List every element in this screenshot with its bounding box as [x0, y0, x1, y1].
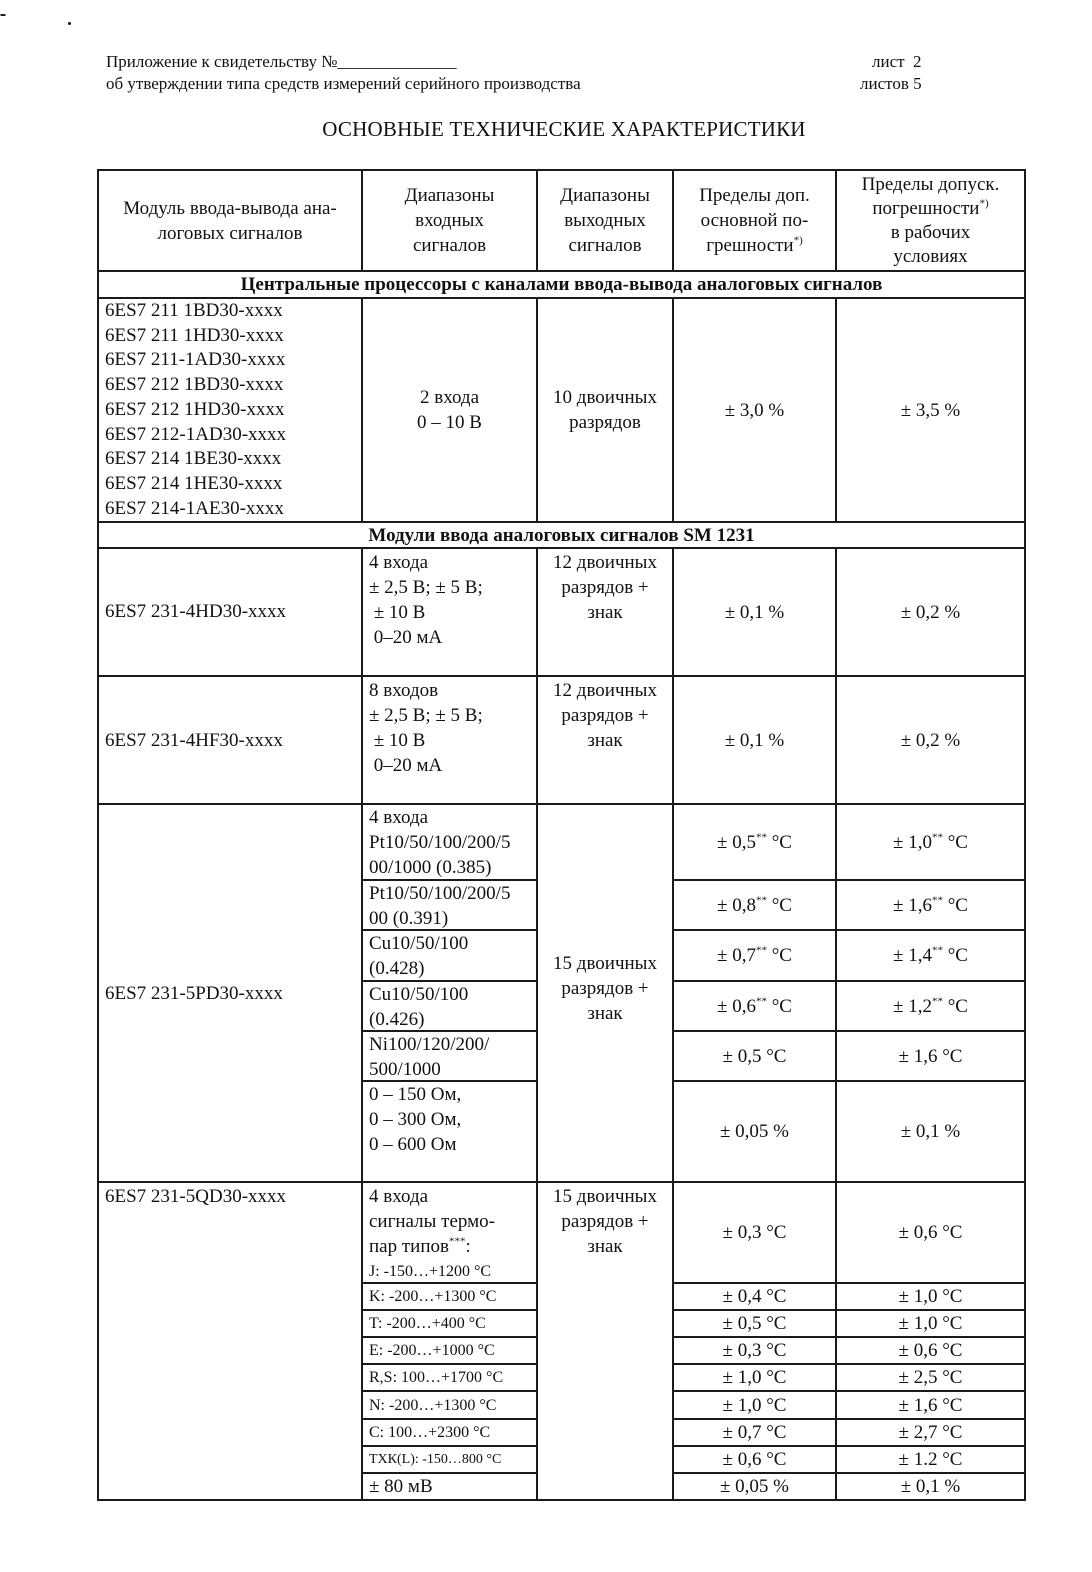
cpu-working-error: ± 3,5 % — [900, 399, 961, 421]
module-4hd30: 6ES7 231-4HD30-xxxx — [105, 600, 287, 622]
input-range-5qd30-n: N: -200…+1300 °C — [369, 1396, 497, 1414]
input-range-5pd30-pt385: 4 входа Pt10/50/100/200/5 00/1000 (0.385) — [369, 807, 511, 878]
basic-error-5qd30-rs: ± 1,0 °C — [722, 1367, 787, 1388]
working-error-5pd30-cu428: ± 1,4** °C — [893, 944, 968, 966]
module-code: 6ES7 211-1AD30-xxxx — [105, 349, 286, 371]
working-error-5pd30-ohm: ± 0,1 % — [900, 1121, 961, 1142]
basic-error-5pd30-cu426: ± 0,6** °C — [717, 995, 792, 1017]
basic-error-5pd30-cu428: ± 0,7** °C — [717, 944, 792, 966]
basic-error-5pd30-pt385: ± 0,5** °C — [717, 831, 792, 853]
basic-error-5qd30-t: ± 0,5 °C — [722, 1313, 787, 1334]
input-range-5qd30-t: T: -200…+400 °C — [369, 1315, 486, 1332]
cpu-output-range: 10 двоичных разрядов — [553, 387, 657, 433]
working-error-5qd30-n: ± 1,6 °C — [898, 1394, 963, 1416]
input-range-5pd30-cu426: Cu10/50/100 (0.426) — [369, 984, 469, 1030]
input-range-5qd30-rs: R,S: 100…+1700 °C — [369, 1369, 504, 1386]
cpu-basic-error: ± 3,0 % — [724, 399, 785, 421]
working-error-5qd30-c: ± 2,7 °C — [898, 1422, 963, 1443]
col-header-input-range: Диапазоны входных сигналов — [404, 185, 495, 256]
input-range-5pd30-ohm: 0 – 150 Ом, 0 – 300 Ом, 0 – 600 Ом — [369, 1084, 462, 1155]
working-error-5qd30-k: ± 1,0 °C — [898, 1286, 963, 1307]
working-error-5qd30-mv: ± 0,1 % — [900, 1476, 961, 1497]
col-header-basic-error: Пределы доп. основной по- грешности*) — [699, 185, 810, 256]
output-range-5qd30: 15 двоичных разрядов + знак — [553, 1186, 657, 1257]
col-header-output-range: Диапазоны выходных сигналов — [560, 185, 650, 256]
sheets-total: листов 5 — [860, 74, 922, 93]
basic-error-5qd30-c: ± 0,7 °C — [722, 1422, 787, 1443]
input-range-5qd30-k: K: -200…+1300 °C — [369, 1288, 497, 1305]
basic-error-5qd30-j: ± 0,3 °C — [722, 1222, 787, 1243]
section-title-sm1231: Модули ввода аналоговых сигналов SM 1231 — [368, 524, 755, 546]
working-error-5qd30-e: ± 0,6 °C — [898, 1340, 963, 1361]
basic-error-5qd30-mv: ± 0,05 % — [719, 1476, 789, 1497]
working-error-5pd30-cu426: ± 1,2** °C — [893, 995, 968, 1017]
input-range-5pd30-ni: Ni100/120/200/ 500/1000 — [369, 1034, 490, 1080]
module-code: 6ES7 212 1BD30-xxxx — [105, 374, 284, 396]
col-header-working-error: Пределы допуск. погрешности*) в рабочих условиях — [861, 173, 1000, 267]
input-range-5qd30-mv: ± 80 мВ — [369, 1476, 433, 1497]
module-code: 6ES7 214 1HE30-xxxx — [105, 472, 283, 494]
basic-error-5pd30-ni: ± 0,5 °C — [722, 1045, 787, 1067]
basic-error-5qd30-k: ± 0,4 °C — [722, 1286, 787, 1307]
working-error-5qd30-j: ± 0,6 °C — [898, 1222, 963, 1243]
cpu-input-range: 2 входа 0 – 10 В — [417, 387, 482, 433]
module-code: 6ES7 212 1HD30-xxxx — [105, 398, 285, 420]
working-error-5pd30-pt391: ± 1,6** °C — [893, 894, 968, 916]
output-range-5pd30: 15 двоичных разрядов + знак — [553, 952, 657, 1024]
module-code: 6ES7 214 1BE30-xxxx — [105, 448, 282, 470]
basic-error-5qd30-e: ± 0,3 °C — [722, 1340, 787, 1361]
header-left-line1: Приложение к свидетельству №______________ — [106, 52, 457, 71]
working-error-4hf30: ± 0,2 % — [900, 729, 961, 751]
basic-error-5pd30-ohm: ± 0,05 % — [719, 1121, 789, 1142]
input-range-4hd30: 4 входа ± 2,5 В; ± 5 В; ± 10 В 0–20 мА — [369, 552, 483, 648]
page-title: ОСНОВНЫЕ ТЕХНИЧЕСКИЕ ХАРАКТЕРИСТИКИ — [322, 117, 806, 141]
input-range-5qd30-j: 4 входа сигналы термо- пар типов***: J: -150…+1200 °C — [369, 1186, 495, 1280]
working-error-5pd30-ni: ± 1,6 °C — [898, 1045, 963, 1067]
sheet-number: лист 2 — [872, 52, 922, 71]
module-code: 6ES7 212-1AD30-xxxx — [105, 423, 287, 445]
module-5qd30: 6ES7 231-5QD30-xxxx — [105, 1186, 287, 1207]
basic-error-4hd30: ± 0,1 % — [724, 601, 785, 623]
input-range-5pd30-pt391: Pt10/50/100/200/5 00 (0.391) — [369, 883, 511, 929]
basic-error-5qd30-n: ± 1,0 °C — [722, 1394, 787, 1416]
basic-error-5pd30-pt391: ± 0,8** °C — [717, 894, 792, 916]
cpu-module-list — [99, 299, 361, 521]
input-range-5pd30-cu428: Cu10/50/100 (0.428) — [369, 933, 469, 979]
module-code: 6ES7 211 1BD30-xxxx — [105, 300, 283, 321]
basic-error-5qd30-txk: ± 0,6 °C — [722, 1449, 787, 1470]
section-title-cpu: Центральные процессоры с каналами ввода-вывода аналоговых сигналов — [240, 274, 883, 295]
basic-error-4hf30: ± 0,1 % — [724, 729, 785, 751]
module-code: 6ES7 214-1AE30-xxxx — [105, 497, 284, 519]
working-error-5qd30-t: ± 1,0 °C — [898, 1313, 963, 1334]
input-range-5qd30-e: E: -200…+1000 °C — [369, 1342, 495, 1359]
output-range-4hd30: 12 двоичных разрядов + знак — [553, 552, 657, 623]
working-error-5qd30-rs: ± 2,5 °C — [898, 1367, 963, 1388]
input-range-4hf30: 8 входов ± 2,5 В; ± 5 В; ± 10 В 0–20 мА — [369, 680, 483, 776]
header-left-line2: об утверждении типа средств измерений серийного производства — [106, 74, 581, 93]
working-error-4hd30: ± 0,2 % — [900, 601, 961, 623]
working-error-5pd30-pt385: ± 1,0** °C — [893, 831, 968, 853]
col-header-module: Модуль ввода-вывода ана- логовых сигналов — [123, 197, 337, 244]
module-4hf30: 6ES7 231-4HF30-xxxx — [105, 729, 283, 751]
module-code: 6ES7 211 1HD30-xxxx — [105, 324, 284, 346]
scan-speck — [0, 14, 6, 16]
scan-speck — [68, 22, 71, 25]
output-range-4hf30: 12 двоичных разрядов + знак — [553, 680, 657, 751]
input-range-5qd30-txk: ТХК(L): -150…800 °C — [369, 1452, 502, 1467]
working-error-5qd30-txk: ± 1.2 °C — [898, 1449, 963, 1470]
module-5pd30: 6ES7 231-5PD30-xxxx — [105, 982, 283, 1004]
input-range-5qd30-c: C: 100…+2300 °C — [369, 1424, 491, 1441]
